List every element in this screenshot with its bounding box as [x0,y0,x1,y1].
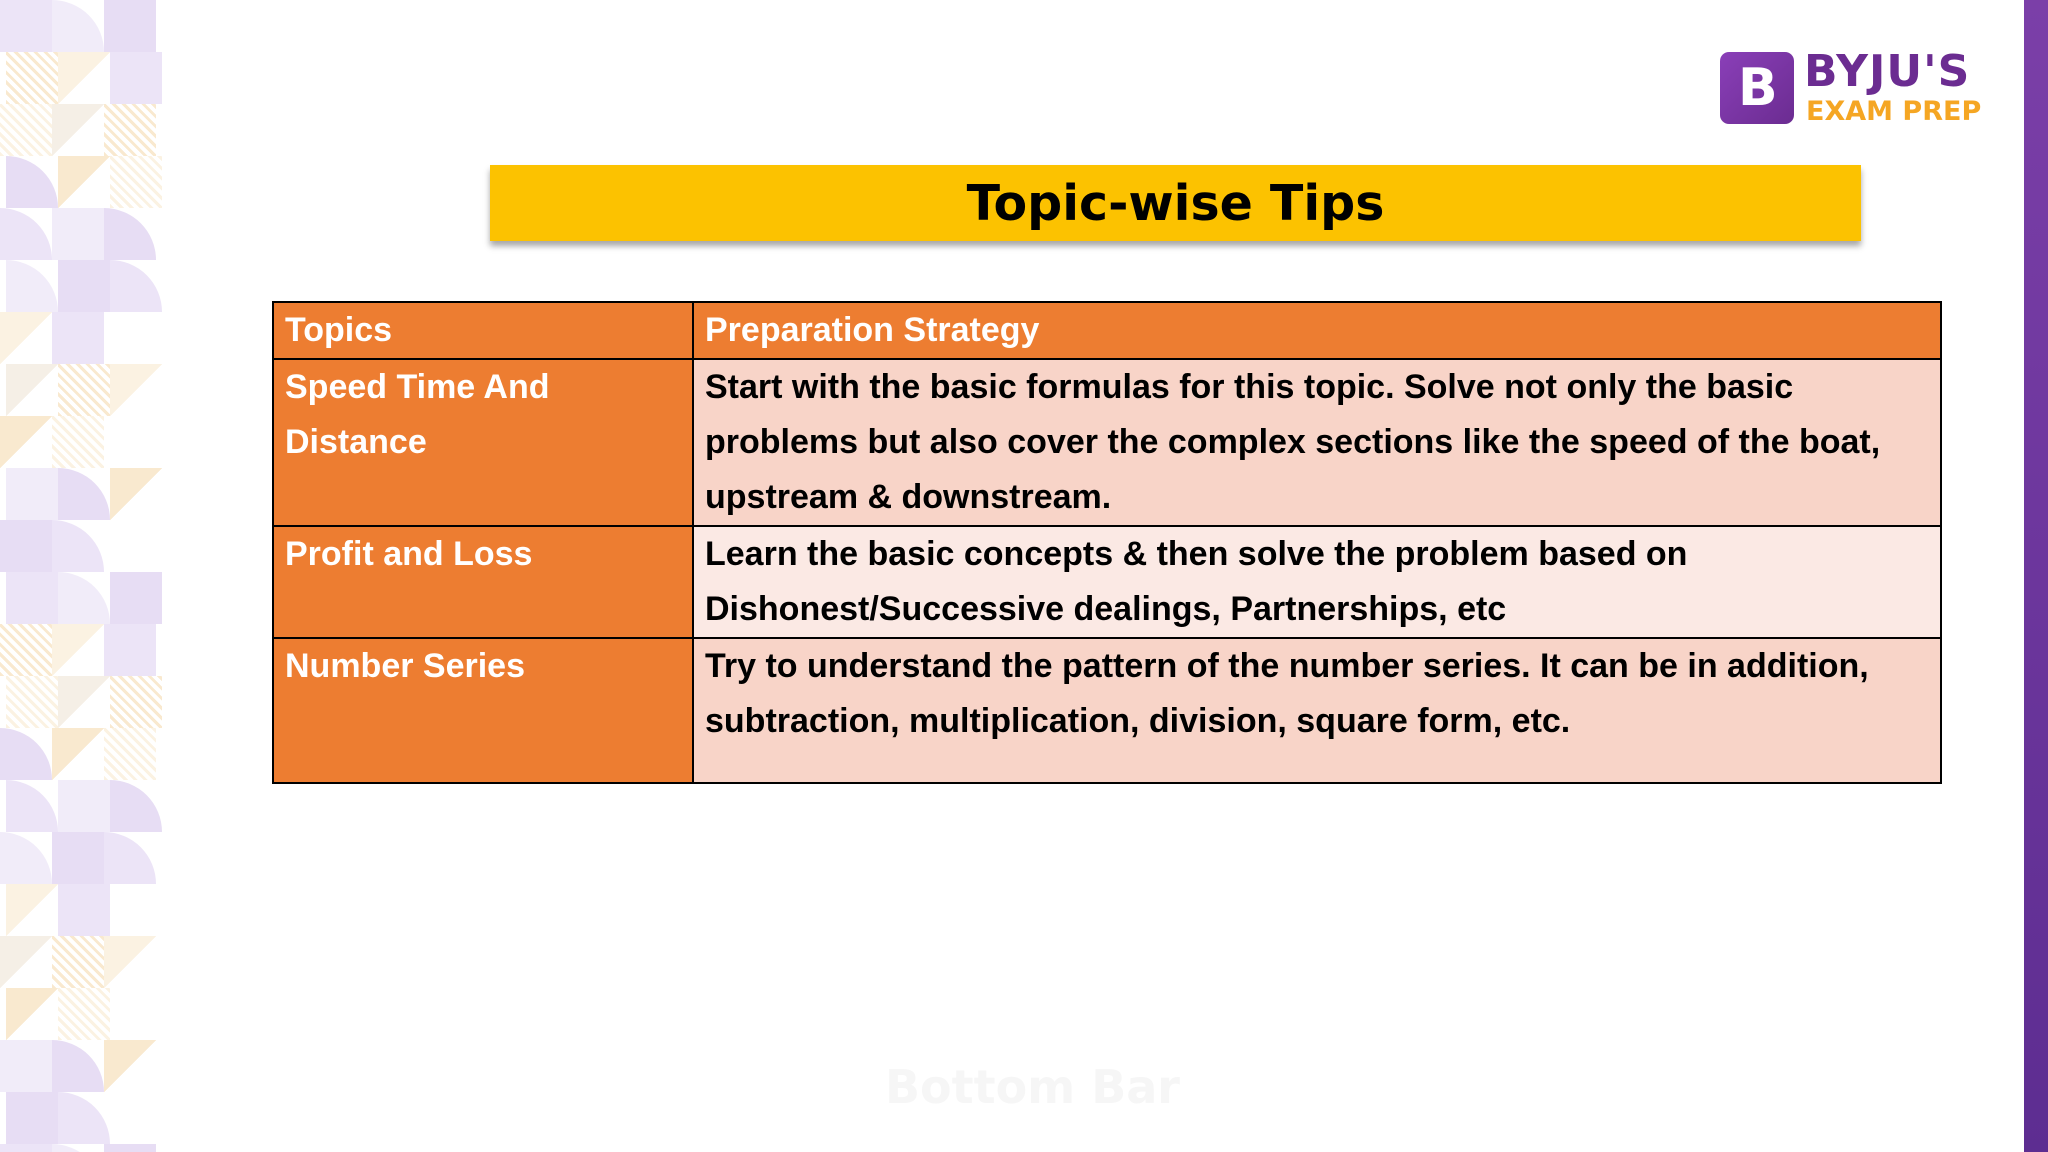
pattern-tile [110,156,162,208]
pattern-tile [104,1040,156,1092]
pattern-tile [52,416,104,468]
pattern-tile [52,1040,104,1092]
page-title: Topic-wise Tips [966,174,1385,232]
pattern-tile [104,728,156,780]
pattern-tile [6,676,58,728]
pattern-tile [0,832,52,884]
logo-mark-icon [1720,52,1794,124]
pattern-tile [58,260,110,312]
pattern-tile [6,52,58,104]
pattern-tile [52,832,104,884]
strategy-cell: Try to understand the pattern of the number series. It can be in addition, subtraction, multiplication, division, square form, etc. [693,638,1941,783]
pattern-tile [0,104,52,156]
pattern-tile [58,884,110,936]
table-row [273,359,1941,526]
pattern-tile [52,0,104,52]
pattern-tile [52,936,104,988]
pattern-tile [6,572,58,624]
pattern-tile [0,208,52,260]
title-banner [490,165,1861,241]
header-preparation-strategy: Preparation Strategy [693,302,1941,359]
pattern-tile [6,468,58,520]
pattern-tile [52,520,104,572]
pattern-tile [6,988,58,1040]
pattern-tile [0,936,52,988]
pattern-tile [0,520,52,572]
pattern-tile [0,0,52,52]
logo-brand-name: BYJU'S [1804,46,1971,97]
table-row [273,638,1941,783]
pattern-tile [0,624,52,676]
logo-mark-letter: B [1738,58,1778,118]
pattern-tile [58,780,110,832]
header-topics: Topics [273,302,693,359]
pattern-tile [58,156,110,208]
pattern-tile [6,780,58,832]
pattern-tile [52,1144,104,1152]
pattern-tile [110,364,162,416]
pattern-tile [104,832,156,884]
pattern-tile [52,104,104,156]
pattern-tile [52,624,104,676]
pattern-tile [6,364,58,416]
pattern-tile [6,156,58,208]
pattern-tile [58,988,110,1040]
pattern-tile [58,364,110,416]
pattern-tile [6,260,58,312]
pattern-tile [58,52,110,104]
pattern-tile [58,572,110,624]
pattern-tile [58,676,110,728]
pattern-tile [6,1092,58,1144]
pattern-tile [0,416,52,468]
pattern-tile [104,208,156,260]
pattern-tile [110,780,162,832]
right-accent-bar [2024,0,2048,1152]
table-row [273,526,1941,638]
logo-subtitle: EXAM PREP [1806,96,1982,127]
pattern-tile [52,312,104,364]
pattern-tile [6,884,58,936]
pattern-tile [0,728,52,780]
tips-table [272,301,1942,784]
pattern-tile [52,208,104,260]
topic-cell: Profit and Loss [273,526,693,638]
strategy-cell: Start with the basic formulas for this topic. Solve not only the basic problems but also cover the complex sections like the speed of the boat, upstream & downstream. [693,359,1941,526]
byjus-exam-prep-logo [1720,46,1982,130]
strategy-cell: Learn the basic concepts & then solve the problem based on Dishonest/Successive dealings, Partnerships, etc [693,526,1941,638]
table-header-row [273,302,1941,359]
bottom-bar-text: Bottom Bar [885,1060,1180,1114]
pattern-tile [52,728,104,780]
pattern-tile [58,468,110,520]
pattern-tile [104,624,156,676]
pattern-tile [110,260,162,312]
pattern-tile [0,1144,52,1152]
topic-cell: Number Series [273,638,693,783]
pattern-tile [110,52,162,104]
pattern-tile [110,676,162,728]
pattern-tile [110,572,162,624]
topic-cell: Speed Time And Distance [273,359,693,526]
pattern-tile [0,1040,52,1092]
pattern-tile [104,0,156,52]
pattern-tile [58,1092,110,1144]
pattern-tile [104,104,156,156]
pattern-tile [110,468,162,520]
decorative-pattern-strip [0,0,185,1152]
pattern-tile [104,1144,156,1152]
pattern-tile [104,936,156,988]
pattern-tile [0,312,52,364]
